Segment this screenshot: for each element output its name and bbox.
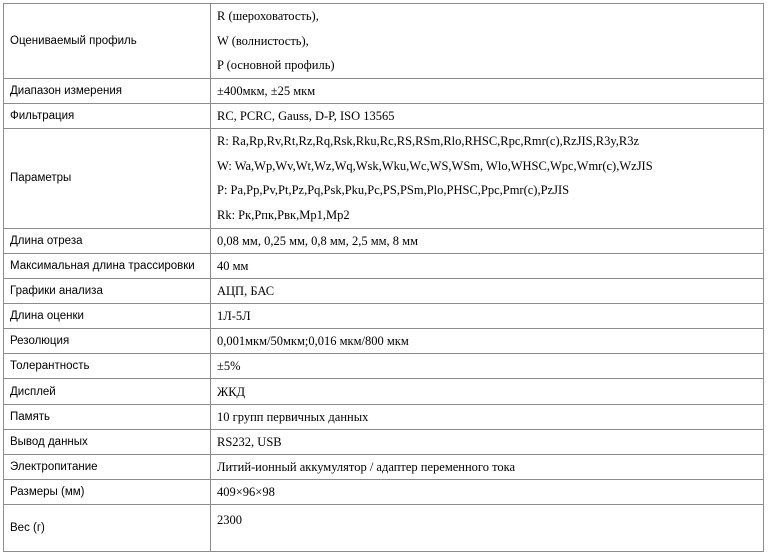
row-label: Электропитание — [4, 454, 211, 479]
table-row — [4, 304, 764, 329]
table-row — [4, 78, 764, 103]
table-row — [4, 103, 764, 128]
value-line: P: Pa,Pp,Pv,Pt,Pz,Pq,Psk,Pku,Pc,PS,PSm,Plo,PHSC,Ppc,Pmr(c),PzJIS — [217, 183, 570, 198]
table-row — [4, 229, 764, 254]
table-row — [4, 254, 764, 279]
row-value — [211, 4, 764, 79]
row-value — [211, 128, 764, 228]
row-label: Оцениваемый профиль — [4, 4, 211, 79]
row-label: Толерантность — [4, 354, 211, 379]
table-row — [4, 354, 764, 379]
row-value: ЖКД — [211, 379, 764, 404]
table-row — [4, 504, 764, 551]
row-value: RC, PCRC, Gauss, D-P, ISO 13565 — [211, 103, 764, 128]
row-label: Резолюция — [4, 329, 211, 354]
row-value: RS232, USB — [211, 429, 764, 454]
row-value: Литий-ионный аккумулятор / адаптер переменного тока — [211, 454, 764, 479]
table-row — [4, 454, 764, 479]
table-row — [4, 4, 764, 79]
row-label: Максимальная длина трассировки — [4, 254, 211, 279]
row-value: 0,001мкм/50мкм;0,016 мкм/800 мкм — [211, 329, 764, 354]
row-label: Фильтрация — [4, 103, 211, 128]
row-value: 40 мм — [211, 254, 764, 279]
row-value: 10 групп первичных данных — [211, 404, 764, 429]
row-label: Память — [4, 404, 211, 429]
row-label: Параметры — [4, 128, 211, 228]
row-value: АЦП, БАС — [211, 279, 764, 304]
specifications-table — [3, 3, 764, 552]
row-label: Диапазон измерения — [4, 78, 211, 103]
table-row — [4, 379, 764, 404]
table-row — [4, 128, 764, 228]
row-label: Вес (г) — [4, 504, 211, 551]
table-row — [4, 279, 764, 304]
table-row — [4, 479, 764, 504]
row-label: Дисплей — [4, 379, 211, 404]
table-row — [4, 429, 764, 454]
value-line: W (волнистость), — [217, 33, 309, 48]
value-line: R: Ra,Rp,Rv,Rt,Rz,Rq,Rsk,Rku,Rc,RS,RSm,Rlo,RHSC,Rpc,Rmr(c),RzJIS,R3y,R3z — [217, 134, 640, 149]
table-row — [4, 404, 764, 429]
row-value: 409×96×98 — [211, 479, 764, 504]
row-value: 0,08 мм, 0,25 мм, 0,8 мм, 2,5 мм, 8 мм — [211, 229, 764, 254]
value-line: Rk: Рк,Рпк,Рвк,Мр1,Мр2 — [217, 207, 350, 222]
row-label: Длина отреза — [4, 229, 211, 254]
row-value: ±5% — [211, 354, 764, 379]
row-label: Вывод данных — [4, 429, 211, 454]
row-value: 2300 — [211, 504, 764, 551]
row-label: Размеры (мм) — [4, 479, 211, 504]
row-label: Графики анализа — [4, 279, 211, 304]
row-label: Длина оценки — [4, 304, 211, 329]
row-value: ±400мкм, ±25 мкм — [211, 78, 764, 103]
value-line: W: Wa,Wp,Wv,Wt,Wz,Wq,Wsk,Wku,Wc,WS,WSm, Wlo,WHSC,Wpc,Wmr(c),WzJIS — [217, 158, 653, 173]
table-row — [4, 329, 764, 354]
value-line: R (шероховатость), — [217, 9, 319, 24]
row-value: 1Л-5Л — [211, 304, 764, 329]
value-line: P (основной профиль) — [217, 58, 335, 73]
